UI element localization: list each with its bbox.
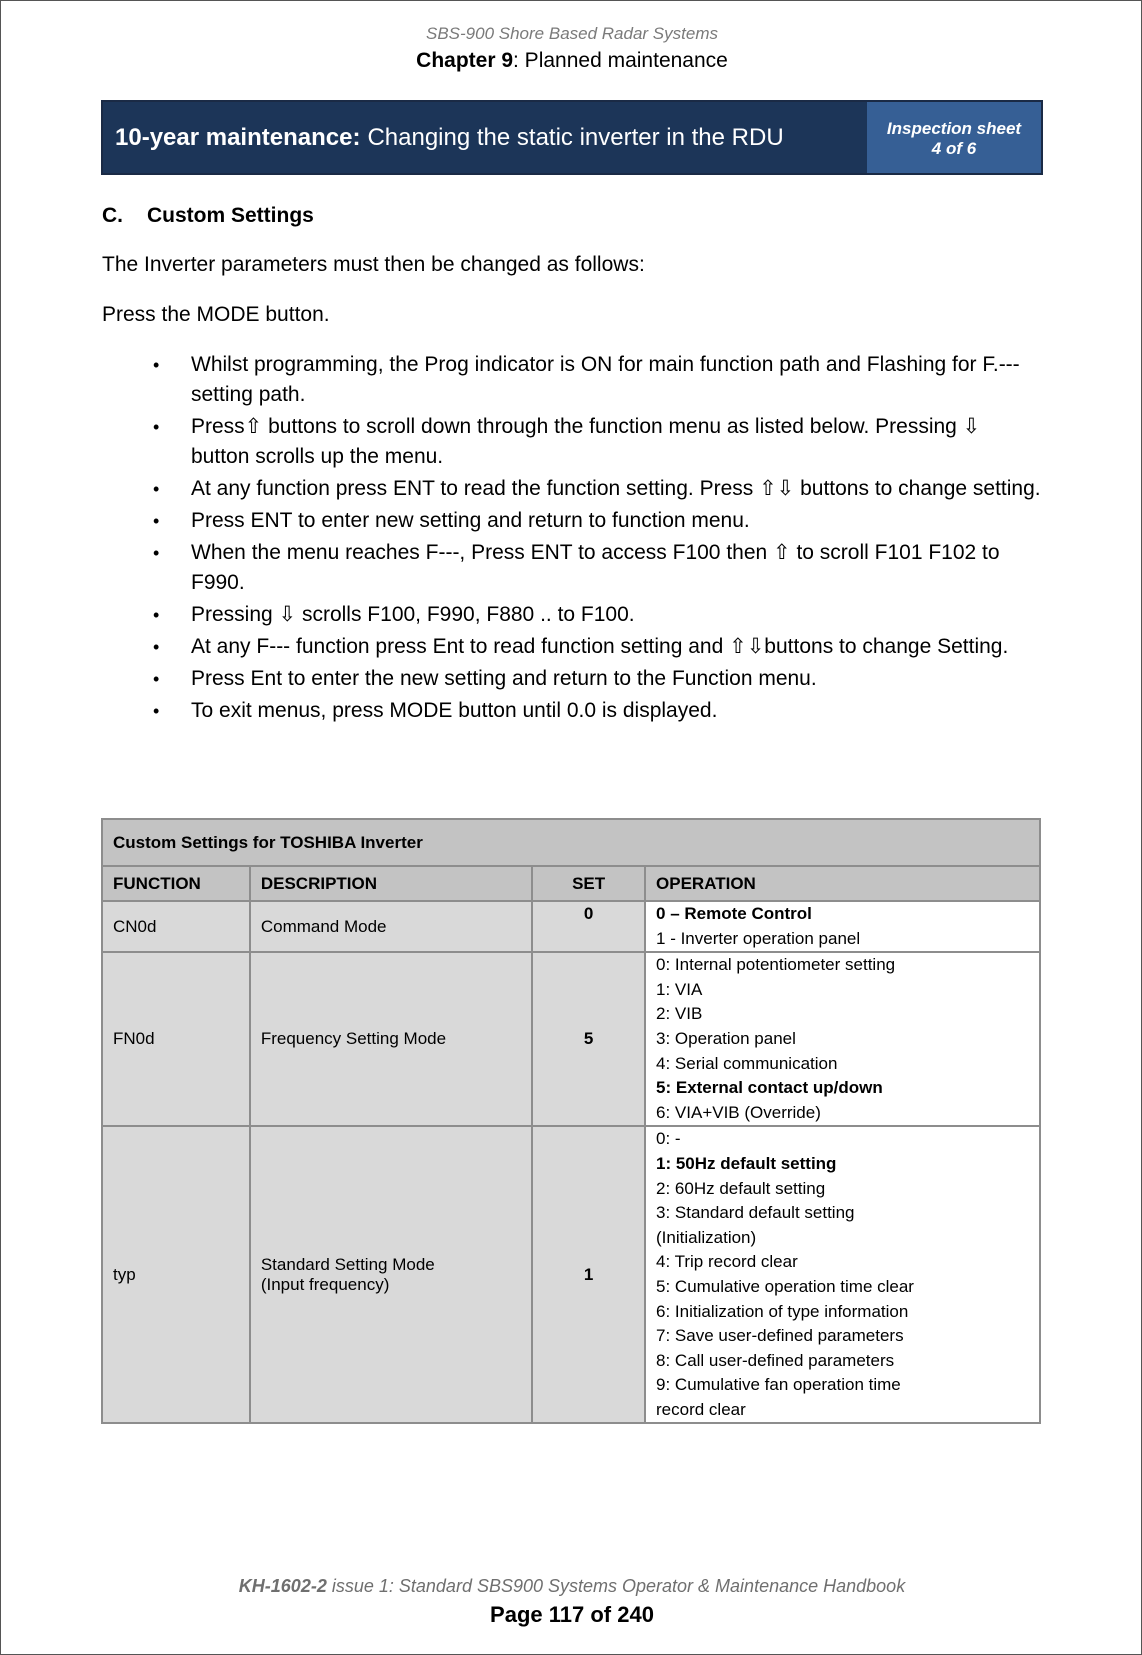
list-item: • At any function press ENT to read the function setting. Press ⇧⇩ buttons to change setting. (102, 474, 1042, 504)
operation-option: 6: VIA+VIB (Override) (656, 1102, 821, 1122)
operation-option: 8: Call user-defined parameters (656, 1350, 895, 1370)
function-description (250, 952, 532, 1126)
operation-options (645, 1126, 1040, 1423)
operation-option-selected: 0 – Remote Control (656, 904, 812, 923)
operation-option: 3: Standard default setting (656, 1203, 855, 1223)
table-caption-row (102, 819, 1040, 866)
inspection-sheet-label: Inspection sheet (886, 119, 1022, 138)
function-description (250, 901, 532, 952)
table-caption: Custom Settings for TOSHIBA Inverter (102, 819, 1040, 866)
list-item: • Whilst programming, the Prog indicator is ON for main function path and Flashing for F.---setting path. (102, 350, 1042, 410)
footer-doc-id: KH-1602-2 (238, 1576, 327, 1596)
operation-option: 1 - Inverter operation panel (656, 928, 861, 948)
chapter-title: : Planned maintenance (513, 49, 728, 72)
chapter-label: Chapter 9 (416, 49, 514, 72)
set-value: 5 (532, 952, 645, 1126)
section-letter: C. (102, 204, 123, 227)
table-header-row (102, 866, 1040, 901)
banner-title (103, 102, 867, 173)
list-item: • To exit menus, press MODE button until 0.0 is displayed. (102, 696, 1042, 726)
operation-option: 5: Cumulative operation time clear (656, 1276, 914, 1296)
operation-option: record clear (656, 1399, 746, 1419)
section-heading (102, 204, 1042, 228)
operation-option: (Initialization) (656, 1227, 757, 1247)
operation-option: 2: 60Hz default setting (656, 1178, 826, 1198)
list-item: • Pressing ⇩ scrolls F100, F990, F880 .. to F100. (102, 600, 1042, 630)
operation-option: 1: VIA (656, 979, 703, 999)
inspection-sheet-badge (867, 102, 1041, 173)
list-item: • When the menu reaches F---, Press ENT to access F100 then ⇧ to scroll F101 F102 to F990. (102, 538, 1042, 598)
function-description (250, 1126, 532, 1423)
table-row (102, 901, 1040, 952)
function-code: CN0d (102, 901, 250, 952)
operation-option: 4: Serial communication (656, 1053, 838, 1073)
operation-option: 6: Initialization of type information (656, 1301, 909, 1321)
set-value: 0 (532, 901, 645, 952)
description-line: Command Mode (260, 916, 387, 936)
instruction-list (102, 350, 1042, 726)
maintenance-banner (101, 100, 1043, 175)
custom-settings-table (101, 818, 1041, 1424)
operation-option-selected: 5: External contact up/down (656, 1078, 883, 1098)
description-line: Frequency Setting Mode (260, 1029, 447, 1049)
running-header-system: SBS-900 Shore Based Radar Systems (426, 24, 718, 43)
operation-option: 3: Operation panel (656, 1028, 796, 1048)
column-header-description: DESCRIPTION (250, 866, 532, 901)
operation-option: 4: Trip record clear (656, 1252, 798, 1272)
table-row (102, 1126, 1040, 1423)
body-content (102, 204, 1042, 728)
instruction-paragraph: Press the MODE button. (102, 303, 330, 326)
footer-document-reference (1, 1576, 1142, 1597)
banner-procedure-title: Changing the static inverter in the RDU (367, 123, 784, 151)
section-title: Custom Settings (147, 204, 314, 227)
operation-option: 0: - (656, 1129, 681, 1149)
operation-option-selected: 1: 50Hz default setting (656, 1153, 837, 1173)
page-number: Page 117 of 240 (490, 1602, 654, 1627)
operation-option: 9: Cumulative fan operation time (656, 1375, 901, 1395)
set-value: 1 (532, 1126, 645, 1423)
footer-doc-title: issue 1: Standard SBS900 Systems Operator & Maintenance Handbook (331, 1576, 906, 1596)
column-header-operation: OPERATION (645, 866, 1040, 901)
description-line: (Input frequency) (260, 1274, 390, 1294)
banner-bold-label: 10-year maintenance: (115, 123, 361, 151)
function-code: FN0d (102, 952, 250, 1126)
list-item: • Press Ent to enter the new setting and return to the Function menu. (102, 664, 1042, 694)
list-item: • At any F--- function press Ent to read function setting and ⇧⇩buttons to change Setting. (102, 632, 1042, 662)
column-header-set: SET (532, 866, 645, 901)
running-header-chapter (1, 49, 1142, 73)
operation-options (645, 901, 1040, 952)
inspection-sheet-number: 4 of 6 (931, 139, 977, 158)
description-line: Standard Setting Mode (260, 1254, 435, 1274)
operation-option: 0: Internal potentiometer setting (656, 955, 896, 975)
operation-options (645, 952, 1040, 1126)
intro-paragraph: The Inverter parameters must then be changed as follows: (102, 253, 645, 276)
list-item: • Press ENT to enter new setting and return to function menu. (102, 506, 1042, 536)
column-header-function: FUNCTION (102, 866, 250, 901)
list-item: • Press⇧ buttons to scroll down through the function menu as listed below. Pressing ⇩ button scrolls up the menu. (102, 412, 1042, 472)
operation-option: 7: Save user-defined parameters (656, 1326, 904, 1346)
operation-option: 2: VIB (656, 1004, 703, 1024)
table-row (102, 952, 1040, 1126)
function-code: typ (102, 1126, 250, 1423)
